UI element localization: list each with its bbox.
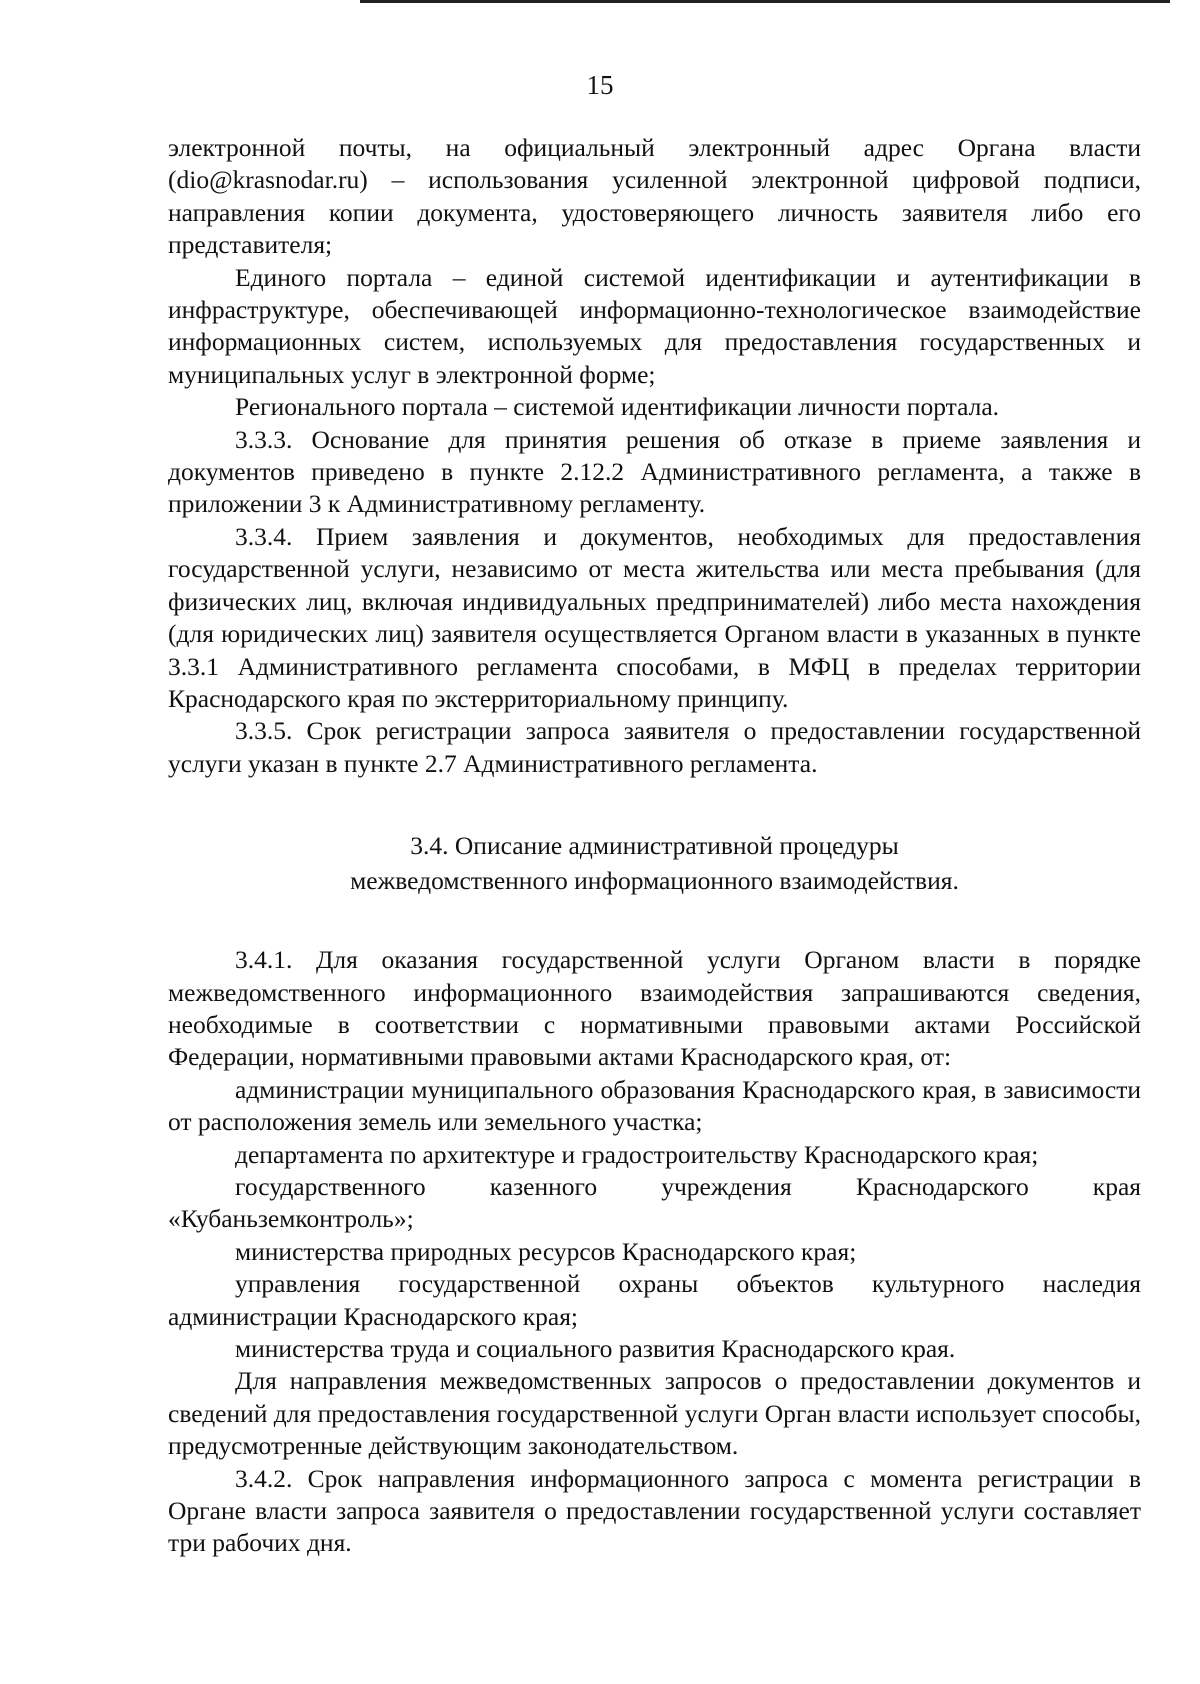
paragraph-3-3-5: 3.3.5. Срок регистрации запроса заявителя о предоставлении государственной услуги указан в пункте 2.7 Административного регламента. bbox=[168, 716, 1141, 778]
paragraph-3-4-2: 3.4.2. Срок направления информационного запроса с момента регистрации в Органе власти запроса заявителя о предоставлении государственной услуги составляет три рабочих дня. bbox=[168, 1463, 1141, 1558]
section-heading-3-4 bbox=[168, 828, 1141, 898]
paragraph-unified-portal: Единого портала – единой системой идентификации и аутентификации в инфраструктуре, обеспечивающей информационно-технологическое взаимодействие информационных систем, используемых для предоставления государственных и муниципальных услуг в электронной форме; bbox=[168, 262, 1141, 389]
paragraph-3-4-1: 3.4.1. Для оказания государственной услуги Органом власти в порядке межведомственного информационного взаимодействия запрашиваются сведения, необходимые в соответствии с нормативными правовыми актами Российской Федерации, нормативными правовыми актами Краснодарского края, от: bbox=[168, 945, 1141, 1072]
paragraph-regional-portal: Регионального портала – системой идентификации личности портала. bbox=[235, 392, 1000, 422]
list-item-labour-ministry: министерства труда и социального развития Краснодарского края. bbox=[235, 1334, 956, 1363]
paragraph-3-3-3: 3.3.3. Основание для принятия решения об отказе в приеме заявления и документов приведено в пункте 2.12.2 Административного регламента, а также в приложении 3 к Административному регламенту. bbox=[168, 424, 1141, 519]
document-body bbox=[168, 132, 1141, 1560]
section-heading-line-2: межведомственного информационного взаимодействия. bbox=[350, 866, 959, 896]
list-item-kubanzemkontrol: государственного казенного учреждения Краснодарского края «Кубаньземконтроль»; bbox=[168, 1171, 1141, 1234]
list-item-architecture-department: департамента по архитектуре и градостроительству Краснодарского края; bbox=[235, 1139, 1039, 1169]
page-number: 15 bbox=[586, 70, 614, 100]
section-heading-line-1: 3.4. Описание административной процедуры bbox=[410, 831, 899, 861]
paragraph-interagency-requests: Для направления межведомственных запросов о предоставлении документов и сведений для предоставления государственной услуги Орган власти использует способы, предусмотренные действующим законодательством. bbox=[168, 1366, 1141, 1461]
top-rule-line bbox=[360, 0, 1170, 3]
paragraph-3-3-4: 3.3.4. Прием заявления и документов, необходимых для предоставления государственной услуги, независимо от места жительства или места пребывания (для физических лиц, включая индивидуальных предпринимателей) либо места нахождения (для юридических лиц) заявителя осуществляется Органом власти в указанных в пункте 3.3.1 Административного регламента способами, в МФЦ в пределах территории Краснодарского края по экстерриториальному принципу. bbox=[168, 521, 1141, 713]
paragraph-email-continuation: электронной почты, на официальный электронный адрес Органа власти (dio@krasnodar.ru) – использования усиленной электронной цифровой подписи, направления копии документа, удостоверяющего личность заявителя либо его представителя; bbox=[168, 133, 1141, 260]
list-item-natural-resources-ministry: министерства природных ресурсов Краснодарского края; bbox=[235, 1236, 857, 1266]
list-item-municipal-administration: администрации муниципального образования Краснодарского края, в зависимости от расположения земель или земельного участка; bbox=[168, 1074, 1141, 1137]
list-item-cultural-heritage-office: управления государственной охраны объектов культурного наследия администрации Краснодарского края; bbox=[168, 1269, 1141, 1331]
